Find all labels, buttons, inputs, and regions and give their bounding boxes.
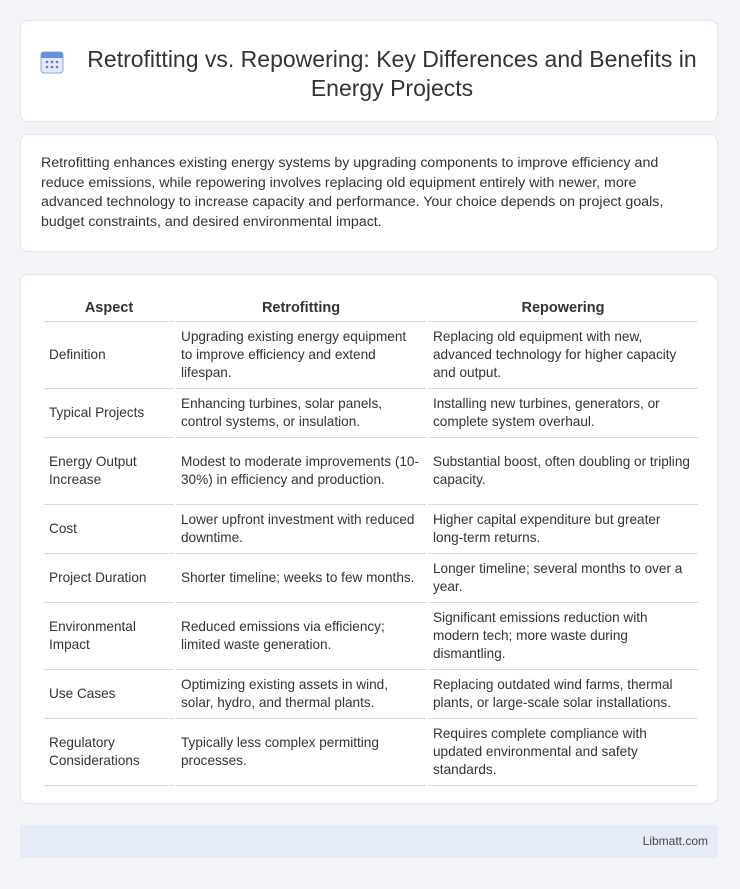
header-retrofitting: Retrofitting: [176, 295, 426, 322]
row-retrofitting: Modest to moderate improvements (10-30%) in efficiency and production.: [176, 438, 426, 505]
row-repowering: Substantial boost, often doubling or tripling capacity.: [428, 438, 698, 505]
row-repowering: Longer timeline; several months to over a year.: [428, 554, 698, 603]
comparison-card: [20, 274, 718, 804]
title-row: [21, 21, 717, 103]
row-repowering: Replacing outdated wind farms, thermal plants, or large-scale solar installations.: [428, 670, 698, 719]
intro-paragraph: Retrofitting enhances existing energy systems by upgrading components to improve efficiency and reduce emissions, while repowering involves replacing old equipment entirely with newer, more advanced technology to increase capacity and performance. Your choice depends on project goals, budget constraints, and desired environmental impact.: [41, 155, 664, 230]
row-aspect: Typical Projects: [44, 389, 174, 438]
intro-card: [20, 134, 718, 252]
row-aspect: Use Cases: [44, 670, 174, 719]
header-aspect: Aspect: [44, 295, 174, 322]
row-retrofitting: Shorter timeline; weeks to few months.: [176, 554, 426, 603]
page-title: Retrofitting vs. Repowering: Key Differences and Benefits in Energy Projects: [87, 46, 697, 101]
calendar-icon: [39, 49, 65, 75]
row-retrofitting: Enhancing turbines, solar panels, control systems, or insulation.: [176, 389, 426, 438]
row-aspect: Environmental Impact: [44, 603, 174, 670]
row-repowering: Higher capital expenditure but greater long-term returns.: [428, 505, 698, 554]
row-aspect: Regulatory Considerations: [44, 719, 174, 786]
row-aspect: Energy Output Increase: [44, 438, 174, 505]
header-repowering: Repowering: [428, 295, 698, 322]
row-repowering: Replacing old equipment with new, advanced technology for higher capacity and output.: [428, 322, 698, 389]
row-aspect: Cost: [44, 505, 174, 554]
row-retrofitting: Upgrading existing energy equipment to improve efficiency and extend lifespan.: [176, 322, 426, 389]
row-aspect: Definition: [44, 322, 174, 389]
row-aspect: Project Duration: [44, 554, 174, 603]
table-row: [44, 438, 698, 505]
table-header-row: [44, 295, 698, 322]
row-retrofitting: Reduced emissions via efficiency; limited waste generation.: [176, 603, 426, 670]
row-repowering: Requires complete compliance with updated environmental and safety standards.: [428, 719, 698, 786]
table-row: [44, 505, 698, 554]
table-row: [44, 322, 698, 389]
footer-site-link[interactable]: Libmatt.com: [642, 834, 708, 848]
row-retrofitting: Lower upfront investment with reduced downtime.: [176, 505, 426, 554]
table-row: [44, 554, 698, 603]
table-row: [44, 603, 698, 670]
table-row: [44, 719, 698, 786]
row-repowering: Significant emissions reduction with modern tech; more waste during dismantling.: [428, 603, 698, 670]
row-repowering: Installing new turbines, generators, or complete system overhaul.: [428, 389, 698, 438]
table-row: [44, 670, 698, 719]
footer-bar: [20, 825, 718, 858]
title-card: [20, 20, 718, 122]
table-row: [44, 389, 698, 438]
row-retrofitting: Typically less complex permitting processes.: [176, 719, 426, 786]
comparison-table: [42, 295, 700, 786]
row-retrofitting: Optimizing existing assets in wind, solar, hydro, and thermal plants.: [176, 670, 426, 719]
